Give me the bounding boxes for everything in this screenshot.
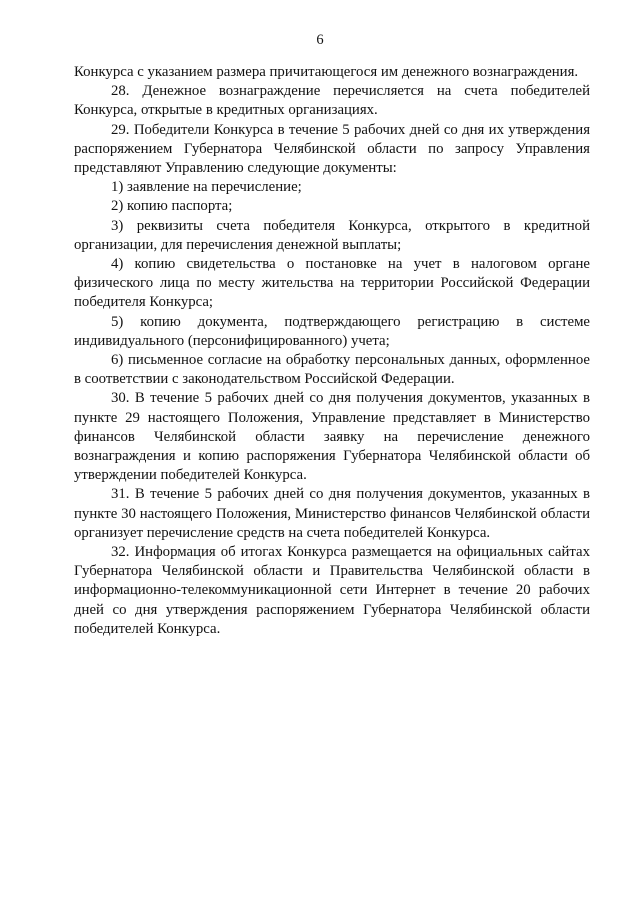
list-item-bank-details: 3) реквизиты счета победителя Конкурса, открытого в кредитной организации, для перечисления денежной выплаты; — [74, 217, 590, 253]
list-item-passport: 2) копию паспорта; — [111, 198, 233, 215]
paragraph-item-29: 29. Победители Конкурса в течение 5 рабочих дней со дня их утверждения распоряжением Губернатора Челябинской области по запросу Управления представляют Управлению следующие документы: — [74, 121, 590, 177]
paragraph-continuation: Конкурса с указанием размера причитающегося им денежного вознаграждения. — [74, 64, 579, 80]
paragraph-item-28: 28. Денежное вознаграждение перечисляется на счета победителей Конкурса, открытые в кредитных организациях. — [74, 83, 590, 119]
document-body — [74, 63, 590, 639]
list-item-consent: 6) письменное согласие на обработку персональных данных, оформленное в соответствии с законодательством Российской Федерации. — [74, 352, 590, 388]
list-item-registration-document: 5) копию документа, подтверждающего регистрацию в системе индивидуального (персонифицированного) учета; — [74, 313, 590, 349]
list-item-tax-certificate: 4) копию свидетельства о постановке на учет в налоговом органе физического лица по месту жительства на территории Российской Федерации победителя Конкурса; — [74, 256, 590, 311]
paragraph-item-32: 32. Информация об итогах Конкурса размещается на официальных сайтах Губернатора Челябинской области и Правительства Челябинской области в информационно-телекоммуникационной сети Интернет в течение 20 рабочих дней со дня утверждения распоряжением Губернатора Челябинской области победителей Конкурса. — [74, 544, 590, 637]
paragraph-item-31: 31. В течение 5 рабочих дней со дня получения документов, указанных в пункте 30 настоящего Положения, Министерство финансов Челябинской области организует перечисление средств на счета победителей Конкурса. — [74, 486, 590, 541]
list-item-application: 1) заявление на перечисление; — [111, 179, 302, 196]
paragraph-item-30: 30. В течение 5 рабочих дней со дня получения документов, указанных в пункте 29 настоящего Положения, Управление представляет в Министерство финансов Челябинской области заявку на перечисление денежного вознаграждения и копию распоряжения Губернатора Челябинской области об утверждении победителей Конкурса. — [74, 390, 590, 484]
page-number: 6 — [316, 32, 324, 48]
